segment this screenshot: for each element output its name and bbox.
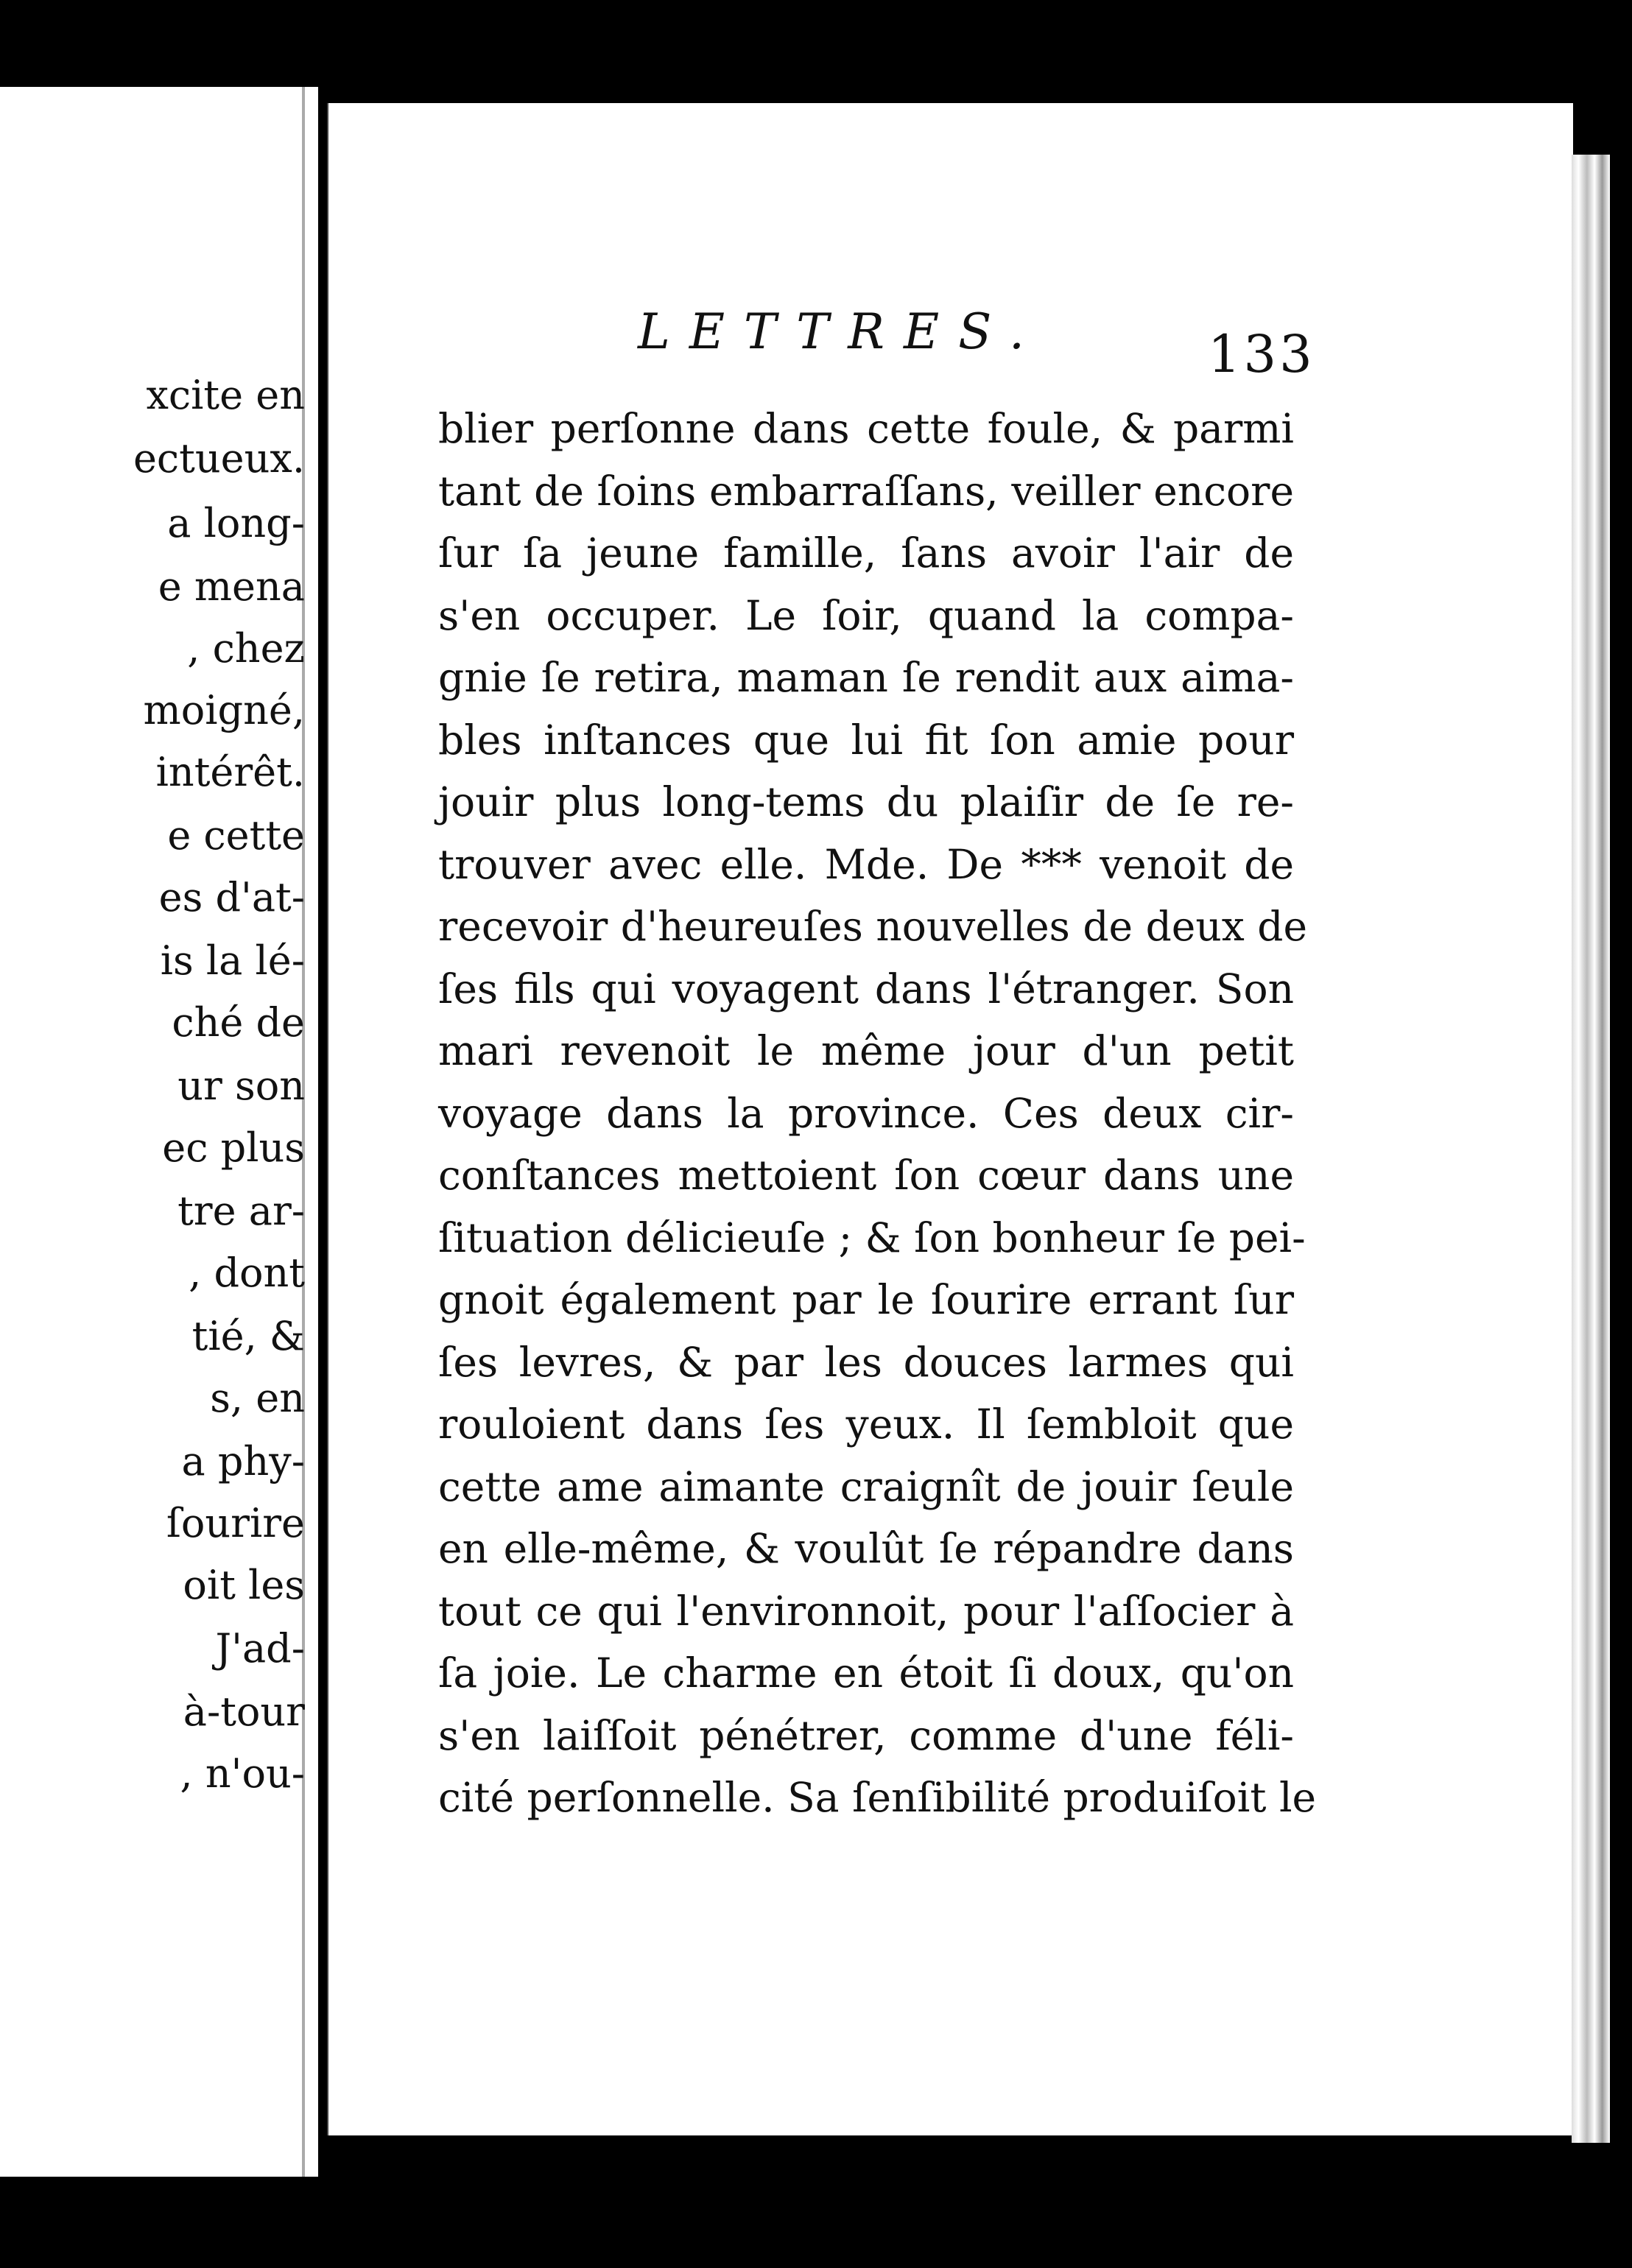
left-line: ur son [177,1063,305,1109]
left-line: a long- [167,500,305,546]
text-line: ſituation délicieuſe ; & ſon bonheur ſe pei- [438,1214,1306,1261]
left-line: oit les [183,1562,305,1608]
book-gutter [318,87,327,2177]
text-line: gnoit également par le ſourire errant ſur [438,1276,1294,1323]
page-number: 133 [1208,324,1315,384]
page-edges [1572,155,1610,2143]
text-line: tout ce qui l'environnoit, pour l'aſſocier à [438,1587,1294,1635]
text-line: bles inſtances que lui fit ſon amie pour [438,716,1294,764]
left-line: tié, & [191,1313,305,1359]
left-line: ec plus [162,1124,305,1171]
text-line: trouver avec elle. Mde. De *** venoit de [438,840,1294,888]
text-line: s'en occuper. Le ſoir, quand la compa- [438,591,1294,639]
left-line: J'ad- [215,1625,305,1672]
left-page [0,87,320,2177]
text-line: ſes fils qui voyagent dans l'étranger. Son [438,965,1294,1012]
text-line: cette ame aimante craignît de jouir ſeule [438,1462,1294,1510]
text-line: rouloient dans ſes yeux. Il ſembloit que [438,1401,1294,1448]
text-line: gnie ſe retira, maman ſe rendit aux aima- [438,654,1294,701]
left-line: moigné, [143,687,305,733]
left-line: e cette [167,812,305,859]
text-line: s'en laiſſoit pénétrer, comme d'une féli- [438,1711,1294,1759]
text-line: ſa joie. Le charme en étoit ſi doux, qu'on [438,1649,1294,1697]
left-line: intérêt. [155,749,305,795]
left-line: es d'at- [158,874,305,920]
text-line: en elle-même, & voulût ſe répandre dans [438,1525,1294,1572]
text-line: voyage dans la province. Ces deux cir- [438,1089,1294,1137]
text-line: recevoir d'heureuſes nouvelles de deux de [438,903,1308,950]
left-line: ché de [172,999,305,1046]
body-text [438,398,1317,1829]
text-line: cité perſonnelle. Sa ſenſibilité produiſoit le [438,1774,1317,1821]
text-line: ſur ſa jeune famille, ſans avoir l'air de [438,529,1294,577]
text-line: conſtances mettoient ſon cœur dans une [438,1152,1294,1199]
text-line: ſes levres, & par les douces larmes qui [438,1338,1294,1386]
left-line: tre ar- [177,1188,305,1234]
running-head: LETTRES. [638,303,1044,360]
left-line: is la lé- [160,937,305,984]
text-line: blier perſonne dans cette foule, & parmi [438,405,1294,452]
left-line: ectueux. [133,435,305,482]
left-line: à-tour [183,1688,305,1735]
left-line: s, en [210,1375,305,1421]
text-line: tant de ſoins embarraſſans, veiller encore [438,467,1294,515]
text-line: mari revenoit le même jour d'un petit [438,1027,1294,1074]
left-line: a phy- [181,1438,305,1485]
left-line: , dont [189,1250,305,1296]
left-line: ſourire [166,1500,305,1546]
left-line: e mena [158,563,305,610]
left-line: xcite en [146,372,305,418]
text-line: jouir plus long-tems du plaiſir de ſe re- [438,778,1294,825]
left-line: , n'ou- [180,1750,305,1797]
left-line: , chez [187,625,305,672]
